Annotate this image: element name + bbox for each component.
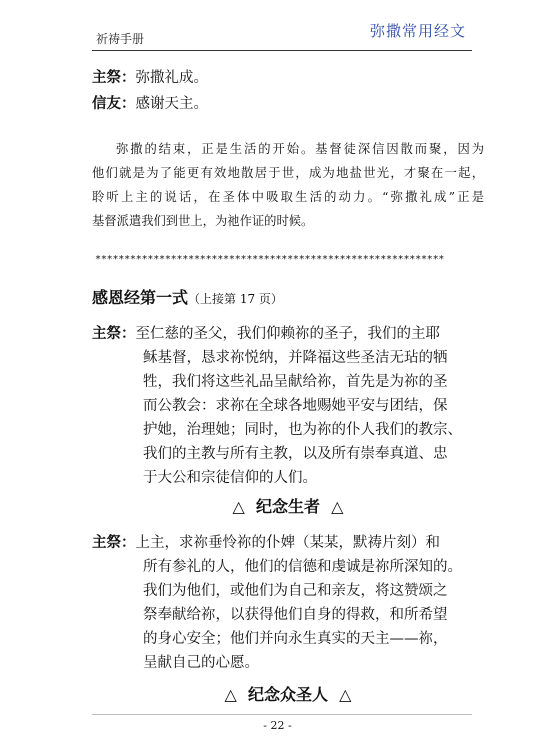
prayer-line xyxy=(92,531,440,552)
section-heading xyxy=(92,682,484,705)
note-line: 聆听上主的说话，在圣体中吸取生活的动力。“弥撒礼成”正是 xyxy=(92,190,484,204)
page-number: - 22 - xyxy=(263,719,292,732)
heading-text: 纪念众圣人 xyxy=(247,685,328,704)
note-line: 弥撒的结束，正是生活的开始。基督徒深信因散而聚，因为 xyxy=(116,142,484,156)
heading-text: 纪念生者 xyxy=(255,497,320,516)
prayer-line: 而公教会：求祢在全球各地赐她平安与团结，保 xyxy=(143,398,448,414)
section-title-text: 感恩经第一式 xyxy=(92,288,189,307)
header-rule xyxy=(92,50,472,51)
prayer-line: 我们的主教与所有主教，以及所有崇奉真道、忠 xyxy=(143,446,448,462)
prayer-line: 我们为他们，或他们为自己和亲友，将这赞颂之 xyxy=(143,583,448,599)
prayer-line: 祭奉献给祢，以获得他们自身的得救，和所希望 xyxy=(143,607,448,623)
triangle-icon: △ xyxy=(232,497,245,516)
asterisk-divider: ************************************************************ xyxy=(95,254,445,265)
prayer-line: 牲，我们将这些礼品呈献给祢，首先是为祢的圣 xyxy=(143,374,448,390)
speaker-label: 主祭： xyxy=(92,69,136,86)
speaker-label: 信友： xyxy=(92,95,136,112)
section-heading xyxy=(92,494,484,517)
prayer-text: 上主，求祢垂怜祢的仆婢（某某，默祷片刻）和 xyxy=(135,535,440,551)
note-line: 他们就是为了能更有效地散居于世，成为地盐世光，才聚在一起， xyxy=(92,166,484,180)
dialogue-line xyxy=(92,92,208,113)
triangle-icon: △ xyxy=(331,497,344,516)
dialogue-line xyxy=(92,66,208,87)
speaker-label: 主祭： xyxy=(92,325,136,342)
prayer-line: 护她，治理她；同时，也为祢的仆人我们的教宗、 xyxy=(143,422,462,438)
note-line: 基督派遣我们到世上，为祂作证的时候。 xyxy=(92,214,314,228)
running-header-section: 弥撒常用经文 xyxy=(370,22,467,40)
running-header-title: 祈祷手册 xyxy=(96,32,145,46)
triangle-icon: △ xyxy=(339,685,352,704)
prayer-line: 呈献自己的心愿。 xyxy=(143,655,259,671)
prayer-line: 所有参礼的人，他们的信德和虔诚是祢所深知的。 xyxy=(143,559,462,575)
triangle-icon: △ xyxy=(224,685,237,704)
section-title-note: （上接第 17 页） xyxy=(188,292,283,306)
prayer-line: 稣基督，恳求祢悦纳，并降福这些圣洁无玷的牺 xyxy=(143,350,448,366)
section-title xyxy=(92,285,283,308)
prayer-line: 的身心安全；他们并向永生真实的天主——祢， xyxy=(143,631,448,647)
dialogue-text: 感谢天主。 xyxy=(135,96,208,112)
prayer-text: 至仁慈的圣父，我们仰赖祢的圣子，我们的主耶 xyxy=(135,326,440,342)
dialogue-text: 弥撒礼成。 xyxy=(135,70,208,86)
speaker-label: 主祭： xyxy=(92,534,136,551)
prayer-line xyxy=(92,322,440,343)
footer-rule xyxy=(92,714,472,715)
prayer-line: 于大公和宗徒信仰的人们。 xyxy=(143,470,317,486)
